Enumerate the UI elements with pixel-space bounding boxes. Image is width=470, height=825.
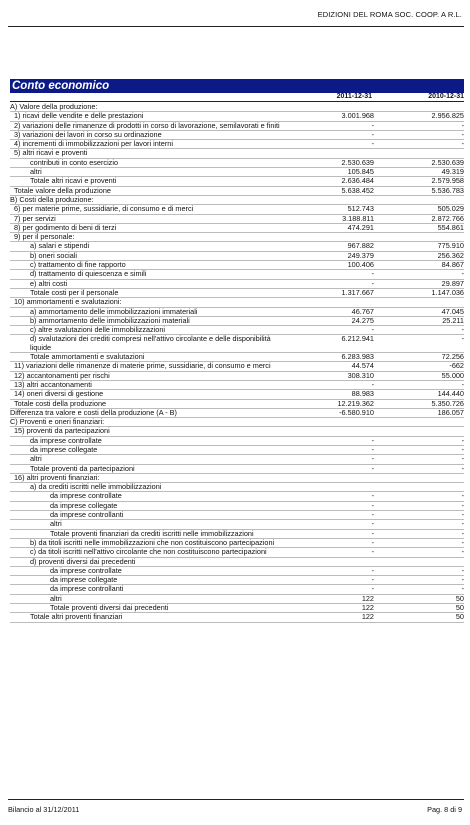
table-row [10,399,464,408]
row-label: Totale altri proventi finanziari [10,613,282,622]
value-2011: 3.188.811 [282,214,376,223]
value-2011: - [282,326,376,335]
row-label: altri [10,168,282,177]
row-label: 9) per il personale: [10,233,282,242]
row-label: Totale proventi finanziari da crediti iscritti nelle immobilizzazioni [10,529,282,538]
table-row [10,445,464,454]
value-2011: - [282,445,376,454]
value-2011: - [282,279,376,288]
value-2011: - [282,576,376,585]
value-2010: - [376,501,464,510]
row-label: 11) variazioni delle rimanenze di materie prime, sussidiarie, di consumo e merci [10,362,282,371]
value-2011: 88.983 [282,390,376,399]
value-2010 [376,427,464,436]
value-2010: 55.000 [376,371,464,380]
row-label: Totale valore della produzione [10,186,282,195]
value-2010: -662 [376,362,464,371]
value-2010 [376,149,464,158]
value-2011: - [282,492,376,501]
table-row [10,149,464,158]
table-row [10,511,464,520]
row-label: da imprese controllate [10,566,282,575]
value-2011: 3.001.968 [282,112,376,121]
value-2010: 2.530.639 [376,158,464,167]
value-2011: 44.574 [282,362,376,371]
value-2010: 256.362 [376,251,464,260]
row-label: Totale costi della produzione [10,399,282,408]
row-label: 12) accantonamenti per rischi [10,371,282,380]
value-2010 [376,483,464,492]
row-label: 16) altri proventi finanziari: [10,473,282,482]
row-label: 15) proventi da partecipazioni [10,427,282,436]
value-2011 [282,298,376,307]
value-2010: 554.861 [376,223,464,232]
table-row [10,242,464,251]
table-row [10,335,464,353]
value-2011: 474.291 [282,223,376,232]
value-2011: 105.845 [282,168,376,177]
value-2011: 249.379 [282,251,376,260]
value-2011: 12.219.362 [282,399,376,408]
row-label: altri [10,594,282,603]
row-label: Differenza tra valore e costi della produzione (A - B) [10,408,282,417]
row-label: c) da titoli iscritti nell'attivo circolante che non costituiscono partecipazioni [10,548,282,557]
table-row [10,121,464,130]
value-2010 [376,418,464,427]
value-2010: - [376,121,464,130]
value-2011: - [282,455,376,464]
value-2010: 25.211 [376,316,464,325]
value-2010: 5.350.726 [376,399,464,408]
value-2010: - [376,436,464,445]
row-label: da imprese controllanti [10,585,282,594]
value-2011: - [282,436,376,445]
row-label: c) trattamento di fine rapporto [10,261,282,270]
section-title: Conto economico [10,79,464,93]
row-label: Totale altri ricavi e proventi [10,177,282,186]
value-2011: - [282,121,376,130]
column-headers [10,93,464,101]
value-2011: 6.212.941 [282,335,376,353]
row-label: a) da crediti iscritti nelle immobilizzazioni [10,483,282,492]
row-label: 1) ricavi delle vendite e delle prestazioni [10,112,282,121]
table-row [10,158,464,167]
value-2011: - [282,566,376,575]
table-row [10,177,464,186]
value-2011: 122 [282,604,376,613]
value-2010: - [376,538,464,547]
value-2010: - [376,548,464,557]
value-2010: 5.536.783 [376,186,464,195]
row-label: 13) altri accantonamenti [10,380,282,389]
income-statement-table [10,103,464,623]
value-2010: - [376,380,464,389]
row-label: da imprese controllate [10,436,282,445]
row-label: 5) altri ricavi e proventi [10,149,282,158]
value-2011: 512.743 [282,205,376,214]
value-2010: 2.956.825 [376,112,464,121]
row-label: Totale proventi da partecipazioni [10,464,282,473]
value-2011: 46.767 [282,307,376,316]
value-2011 [282,149,376,158]
value-2010: 1.147.036 [376,288,464,297]
value-2010 [376,557,464,566]
value-2011: 6.283.983 [282,353,376,362]
value-2010: 186.057 [376,408,464,417]
value-2011: - [282,270,376,279]
row-label: 4) incrementi di immobilizzazioni per lavori interni [10,140,282,149]
value-2010: - [376,270,464,279]
value-2011: - [282,140,376,149]
row-label: 10) ammortamenti e svalutazioni: [10,298,282,307]
value-2011: - [282,538,376,547]
row-label: a) salari e stipendi [10,242,282,251]
table-row [10,298,464,307]
value-2010: - [376,529,464,538]
table-row [10,112,464,121]
value-2010: 50 [376,613,464,622]
value-2010: - [376,576,464,585]
value-2011: - [282,529,376,538]
row-label: b) oneri sociali [10,251,282,260]
company-name: EDIZIONI DEL ROMA SOC. COOP. A R.L. [317,10,462,19]
value-2011: 1.317.667 [282,288,376,297]
value-2011: - [282,520,376,529]
table-row [10,390,464,399]
footer-divider [8,799,464,800]
value-2010: 84.867 [376,261,464,270]
row-label: altri [10,520,282,529]
table-row [10,205,464,214]
value-2011: 122 [282,613,376,622]
value-2010: - [376,445,464,454]
footer-page-number: Pag. 8 di 9 [427,805,462,814]
value-2011: - [282,501,376,510]
value-2010: 50 [376,604,464,613]
value-2010: 72.256 [376,353,464,362]
row-label: B) Costi della produzione: [10,195,282,204]
value-2010: 2.872.766 [376,214,464,223]
table-row [10,492,464,501]
table-row [10,520,464,529]
value-2011: - [282,464,376,473]
table-row [10,270,464,279]
value-2010: - [376,566,464,575]
value-2010: - [376,511,464,520]
value-2011: 24.275 [282,316,376,325]
row-label: Totale proventi diversi dai precedenti [10,604,282,613]
value-2010: - [376,492,464,501]
row-label: d) trattamento di quiescenza e simili [10,270,282,279]
row-label: A) Valore della produzione: [10,103,282,112]
value-2010: 49.319 [376,168,464,177]
row-label: 8) per godimento di beni di terzi [10,223,282,232]
header-divider [8,26,464,27]
row-label: e) altri costi [10,279,282,288]
value-2010: - [376,140,464,149]
row-label: Totale costi per il personale [10,288,282,297]
row-label: C) Proventi e oneri finanziari: [10,418,282,427]
value-2010: 505.029 [376,205,464,214]
value-2010: - [376,335,464,353]
table-row [10,464,464,473]
value-2011: 5.638.452 [282,186,376,195]
row-label: 3) variazioni dei lavori in corso su ordinazione [10,130,282,139]
row-label: da imprese collegate [10,501,282,510]
table-row [10,371,464,380]
value-2011: 308.310 [282,371,376,380]
value-2011: 2.530.639 [282,158,376,167]
value-2011: 122 [282,594,376,603]
row-label: da imprese collegate [10,576,282,585]
value-2011 [282,473,376,482]
value-2011: 100.406 [282,261,376,270]
value-2011: 967.882 [282,242,376,251]
value-2011: - [282,511,376,520]
row-label: da imprese controllanti [10,511,282,520]
value-2010: 47.045 [376,307,464,316]
row-label: d) svalutazioni dei crediti compresi nell'attivo circolante e delle disponibilità liquide [10,335,282,353]
value-2010: - [376,520,464,529]
column-header-2010: 2010-12-31 [428,93,464,100]
table-row [10,362,464,371]
value-2011: - [282,130,376,139]
value-2010: - [376,455,464,464]
value-2010: 775.910 [376,242,464,251]
value-2011: - [282,548,376,557]
row-label: 2) variazioni delle rimanenze di prodotti in corso di lavorazione, semilavorati e finiti [10,121,282,130]
value-2010 [376,473,464,482]
row-label: contributi in conto esercizio [10,158,282,167]
table-row [10,613,464,622]
table-row [10,214,464,223]
table-row [10,585,464,594]
row-label: b) da titoli iscritti nelle immobilizzazioni che non costituiscono partecipazioni [10,538,282,547]
table-row [10,223,464,232]
table-row [10,307,464,316]
value-2011: - [282,380,376,389]
footer-document-date: Bilancio al 31/12/2011 [8,805,80,814]
table-row [10,455,464,464]
table-row [10,557,464,566]
value-2010: 144.440 [376,390,464,399]
table-row [10,548,464,557]
row-label: Totale ammortamenti e svalutazioni [10,353,282,362]
value-2011: - [282,585,376,594]
row-label: 14) oneri diversi di gestione [10,390,282,399]
value-2010: - [376,326,464,335]
row-label: d) proventi diversi dai precedenti [10,557,282,566]
value-2011: 2.636.484 [282,177,376,186]
row-label: c) altre svalutazioni delle immobilizzazioni [10,326,282,335]
row-label: a) ammortamento delle immobilizzazioni immateriali [10,307,282,316]
row-label: b) ammortamento delle immobilizzazioni materiali [10,316,282,325]
value-2010: 29.897 [376,279,464,288]
value-2010: - [376,130,464,139]
value-2011: -6.580.910 [282,408,376,417]
value-2011 [282,418,376,427]
value-2010: 2.579.958 [376,177,464,186]
value-2010: 50 [376,594,464,603]
value-2011 [282,483,376,492]
table-row [10,427,464,436]
row-label: 6) per materie prime, sussidiarie, di consumo e di merci [10,205,282,214]
value-2011 [282,557,376,566]
value-2010: - [376,585,464,594]
row-label: altri [10,455,282,464]
column-header-2011: 2011-12-31 [336,93,372,100]
value-2010 [376,298,464,307]
row-label: da imprese collegate [10,445,282,454]
row-label: 7) per servizi [10,214,282,223]
value-2010: - [376,464,464,473]
value-2011 [282,427,376,436]
row-label: da imprese controllate [10,492,282,501]
